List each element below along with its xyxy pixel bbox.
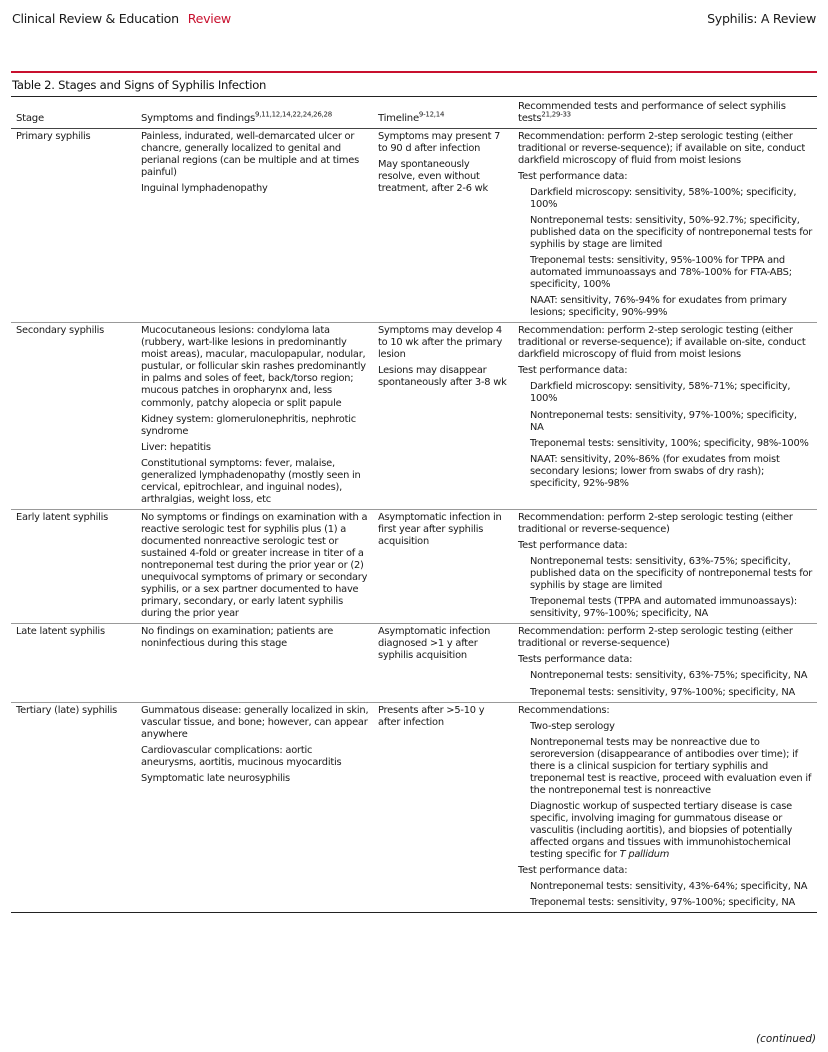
test-text: Nontreponemal tests may be nonreactive due to seroreversion (disappearance of antibodies over time); if there is a clinical suspicion for tertiary syphilis and treponemal test is reactive, proceed with evaluation even if the nontreponemal test is nonreactive [530,736,812,796]
cell-tests [513,509,817,623]
running-head-left [12,11,231,26]
column-header-tests [513,97,817,128]
column-header-symptoms-refs: 9,11,12,14,22,24,26,28 [255,110,332,119]
cell-tests [513,323,817,510]
stage-name: Late latent syphilis [16,626,105,638]
test-text: Test performance data: [518,540,628,551]
test-performance-item [518,187,813,211]
table-row [11,509,817,623]
test-text: Test performance data: [518,170,628,182]
symptom-finding: Cardiovascular complications: aortic aneurysms, aortitis, mucinous myocarditis [141,744,342,768]
test-performance-item [518,670,813,682]
cell-symptoms [136,624,373,702]
cell-timeline [373,323,513,510]
cell-stage [11,624,136,702]
test-text: Treponemal tests: sensitivity, 95%-100% for TPPA and automated immunoassays and 78%-100% for FTA-ABS; specificity, 100% [530,255,792,291]
table-container [11,96,817,913]
symptom-finding: Constitutional symptoms: fever, malaise, generalized lymphadenopathy (mostly seen in cervical, epitrochlear, and inguinal nodes), arthralgias, weight loss, etc [141,457,361,505]
journal-section-label: Clinical Review & Education [12,11,179,26]
column-header-timeline-label: Timeline [378,113,419,125]
timeline-note: Presents after >5-10 y after infection [378,704,485,728]
test-text: NAAT: sensitivity, 76%-94% for exudates from primary lesions; specificity, 90%-99% [530,295,787,319]
test-text: Darkfield microscopy: sensitivity, 58%-100%; specificity, 100% [530,186,797,210]
test-text: Treponemal tests: sensitivity, 97%-100%; specificity, NA [530,686,796,698]
cell-symptoms [136,323,373,510]
test-performance-item [518,410,813,434]
test-recommendation [518,865,813,877]
cell-tests [513,128,817,323]
test-recommendation [518,705,813,717]
cell-tests [513,702,817,913]
cell-symptoms [136,509,373,623]
stage-name: Primary syphilis [16,130,91,142]
test-recommendation [518,540,813,552]
table-body [11,128,817,913]
column-header-stage-label: Stage [16,113,44,125]
cell-stage [11,128,136,323]
running-head [12,11,816,26]
test-performance-item [518,721,813,733]
column-header-symptoms [136,97,373,128]
test-text: Darkfield microscopy: sensitivity, 58%-71%; specificity, 100% [530,381,791,405]
test-text: Recommendation: perform 2-step serologic testing (either traditional or reverse-sequence); if available on site, conduct darkfield microscopy of fluid from moist lesions [518,130,806,166]
symptom-finding: No findings on examination; patients are noninfectious during this stage [141,626,334,650]
column-header-stage [11,97,136,128]
test-text: NAAT: sensitivity, 20%-86% (for exudates from moist secondary lesions; lower from swabs of dry rash); specificity, 92%-98% [530,453,780,489]
column-header-timeline [373,97,513,128]
symptom-finding: Kidney system: glomerulonephritis, nephrotic syndrome [141,413,356,437]
cell-stage [11,702,136,913]
test-performance-item [518,556,813,592]
continued-label: (continued) [756,1033,816,1045]
test-text: Recommendation: perform 2-step serologic testing (either traditional or reverse-sequence) [518,626,793,650]
test-recommendation [518,512,813,536]
test-text: Test performance data: [518,365,628,377]
test-performance-item [518,381,813,405]
cell-symptoms [136,702,373,913]
test-text: Nontreponemal tests: sensitivity, 97%-100%; specificity, NA [530,409,797,433]
test-performance-item [518,438,813,450]
cell-stage [11,323,136,510]
test-recommendation [518,626,813,650]
organism-name: T pallidum [619,849,670,861]
timeline-note: Asymptomatic infection diagnosed >1 y after syphilis acquisition [378,626,491,662]
test-performance-item [518,687,813,699]
timeline-note: May spontaneously resolve, even without treatment, after 2-6 wk [378,158,488,194]
test-recommendation [518,131,813,167]
test-text: Nontreponemal tests: sensitivity, 63%-75%; specificity, published data on the specificity of nontreponemal tests for syphilis by stage are limited [530,556,813,592]
test-text: Recommendation: perform 2-step serologic testing (either traditional or reverse-sequence) [518,511,793,535]
test-text: Tests performance data: [518,654,633,666]
article-short-title: Syphilis: A Review [707,11,816,26]
symptom-finding: Symptomatic late neurosyphilis [141,772,290,784]
test-performance-item [518,897,813,909]
syphilis-stages-table [11,97,817,913]
column-header-tests-refs: 21,29-33 [541,110,571,119]
cell-timeline [373,624,513,702]
test-recommendation [518,654,813,666]
test-performance-item [518,737,813,797]
column-header-timeline-refs: 9-12,14 [418,110,445,119]
table-row [11,624,817,702]
test-recommendation [518,171,813,183]
test-text: Test performance data: [518,865,628,877]
symptom-finding: Painless, indurated, well-demarcated ulcer or chancre, generally localized to genital and perianal regions (can be multiple and at times painful) [141,130,359,178]
article-type-label: Review [187,11,231,26]
timeline-note: Symptoms may develop 4 to 10 wk after the primary lesion [378,325,503,361]
table-row [11,128,817,323]
cell-timeline [373,509,513,623]
column-header-symptoms-label: Symptoms and findings [141,113,256,125]
cell-timeline [373,702,513,913]
symptom-finding: Liver: hepatitis [141,441,211,453]
test-text: Recommendation: perform 2-step serologic testing (either traditional or reverse-sequence); if available on-site, conduct darkfield microscopy of fluid from moist lesions [518,325,806,361]
cell-symptoms [136,128,373,323]
test-recommendation [518,365,813,377]
test-text: Diagnostic workup of suspected tertiary disease is case specific, involving imaging for gummatous disease or vasculitis (including aortitis), and biopsies of potentially affected organs and tissues with immunohistochemical testing specific for [530,800,793,861]
timeline-note: Asymptomatic infection in first year after syphilis acquisition [378,511,502,547]
test-text: Two-step serology [530,720,615,732]
section-divider [11,71,817,73]
cell-timeline [373,128,513,323]
symptom-finding: Gummatous disease: generally localized in skin, vascular tissue, and bone; however, can appear anywhere [141,704,369,740]
test-performance-item [518,881,813,893]
test-text: Nontreponemal tests: sensitivity, 63%-75%; specificity, NA [530,670,808,682]
test-performance-item [518,454,813,490]
test-performance-item [518,801,813,861]
test-text: Treponemal tests: sensitivity, 100%; specificity, 98%-100% [530,437,809,449]
table-row [11,323,817,510]
test-performance-item [518,295,813,319]
table-row [11,702,817,913]
test-performance-item [518,596,813,620]
stage-name: Tertiary (late) syphilis [16,704,118,716]
symptom-finding: Mucocutaneous lesions: condyloma lata (rubbery, wart-like lesions in predominantly moist areas), macular, maculopapular, nodular, pustular, or follicular skin rashes predominantly in palms and soles of feet, back/torso region; mucous patches in oropharynx and, less commonly, patchy alopecia or split papule [141,325,366,409]
cell-stage [11,509,136,623]
test-performance-item [518,255,813,291]
column-header-tests-label: Recommended tests and performance of select syphilis tests [518,101,786,125]
symptom-finding: No symptoms or findings on examination with a reactive serologic test for syphilis plus (1) a documented nonreactive serologic test or sustained 4-fold or greater increase in titer of a nontreponemal test during the prior year or (2) unequivocal symptoms of primary or secondary syphilis, or a sex partner documented to have primary, secondary, or early latent syphilis during the prior year [141,511,368,620]
test-text: Recommendations: [518,704,610,716]
test-text: Nontreponemal tests: sensitivity, 43%-64%; specificity, NA [530,881,808,893]
stage-name: Early latent syphilis [16,511,109,523]
test-text: Nontreponemal tests: sensitivity, 50%-92.7%; specificity, published data on the specificity of nontreponemal tests for syphilis by stage are limited [530,214,813,250]
cell-tests [513,624,817,702]
table-title: Table 2. Stages and Signs of Syphilis Infection [12,78,267,92]
timeline-note: Lesions may disappear spontaneously after 3-8 wk [378,365,507,389]
timeline-note: Symptoms may present 7 to 90 d after infection [378,130,501,154]
test-recommendation [518,325,813,361]
test-performance-item [518,215,813,251]
stage-name: Secondary syphilis [16,325,105,337]
test-text: Treponemal tests (TPPA and automated immunoassays): sensitivity, 97%-100%; specificity, NA [530,596,797,620]
table-header-row [11,97,817,128]
symptom-finding: Inguinal lymphadenopathy [141,182,268,194]
test-text: Treponemal tests: sensitivity, 97%-100%; specificity, NA [530,897,796,909]
